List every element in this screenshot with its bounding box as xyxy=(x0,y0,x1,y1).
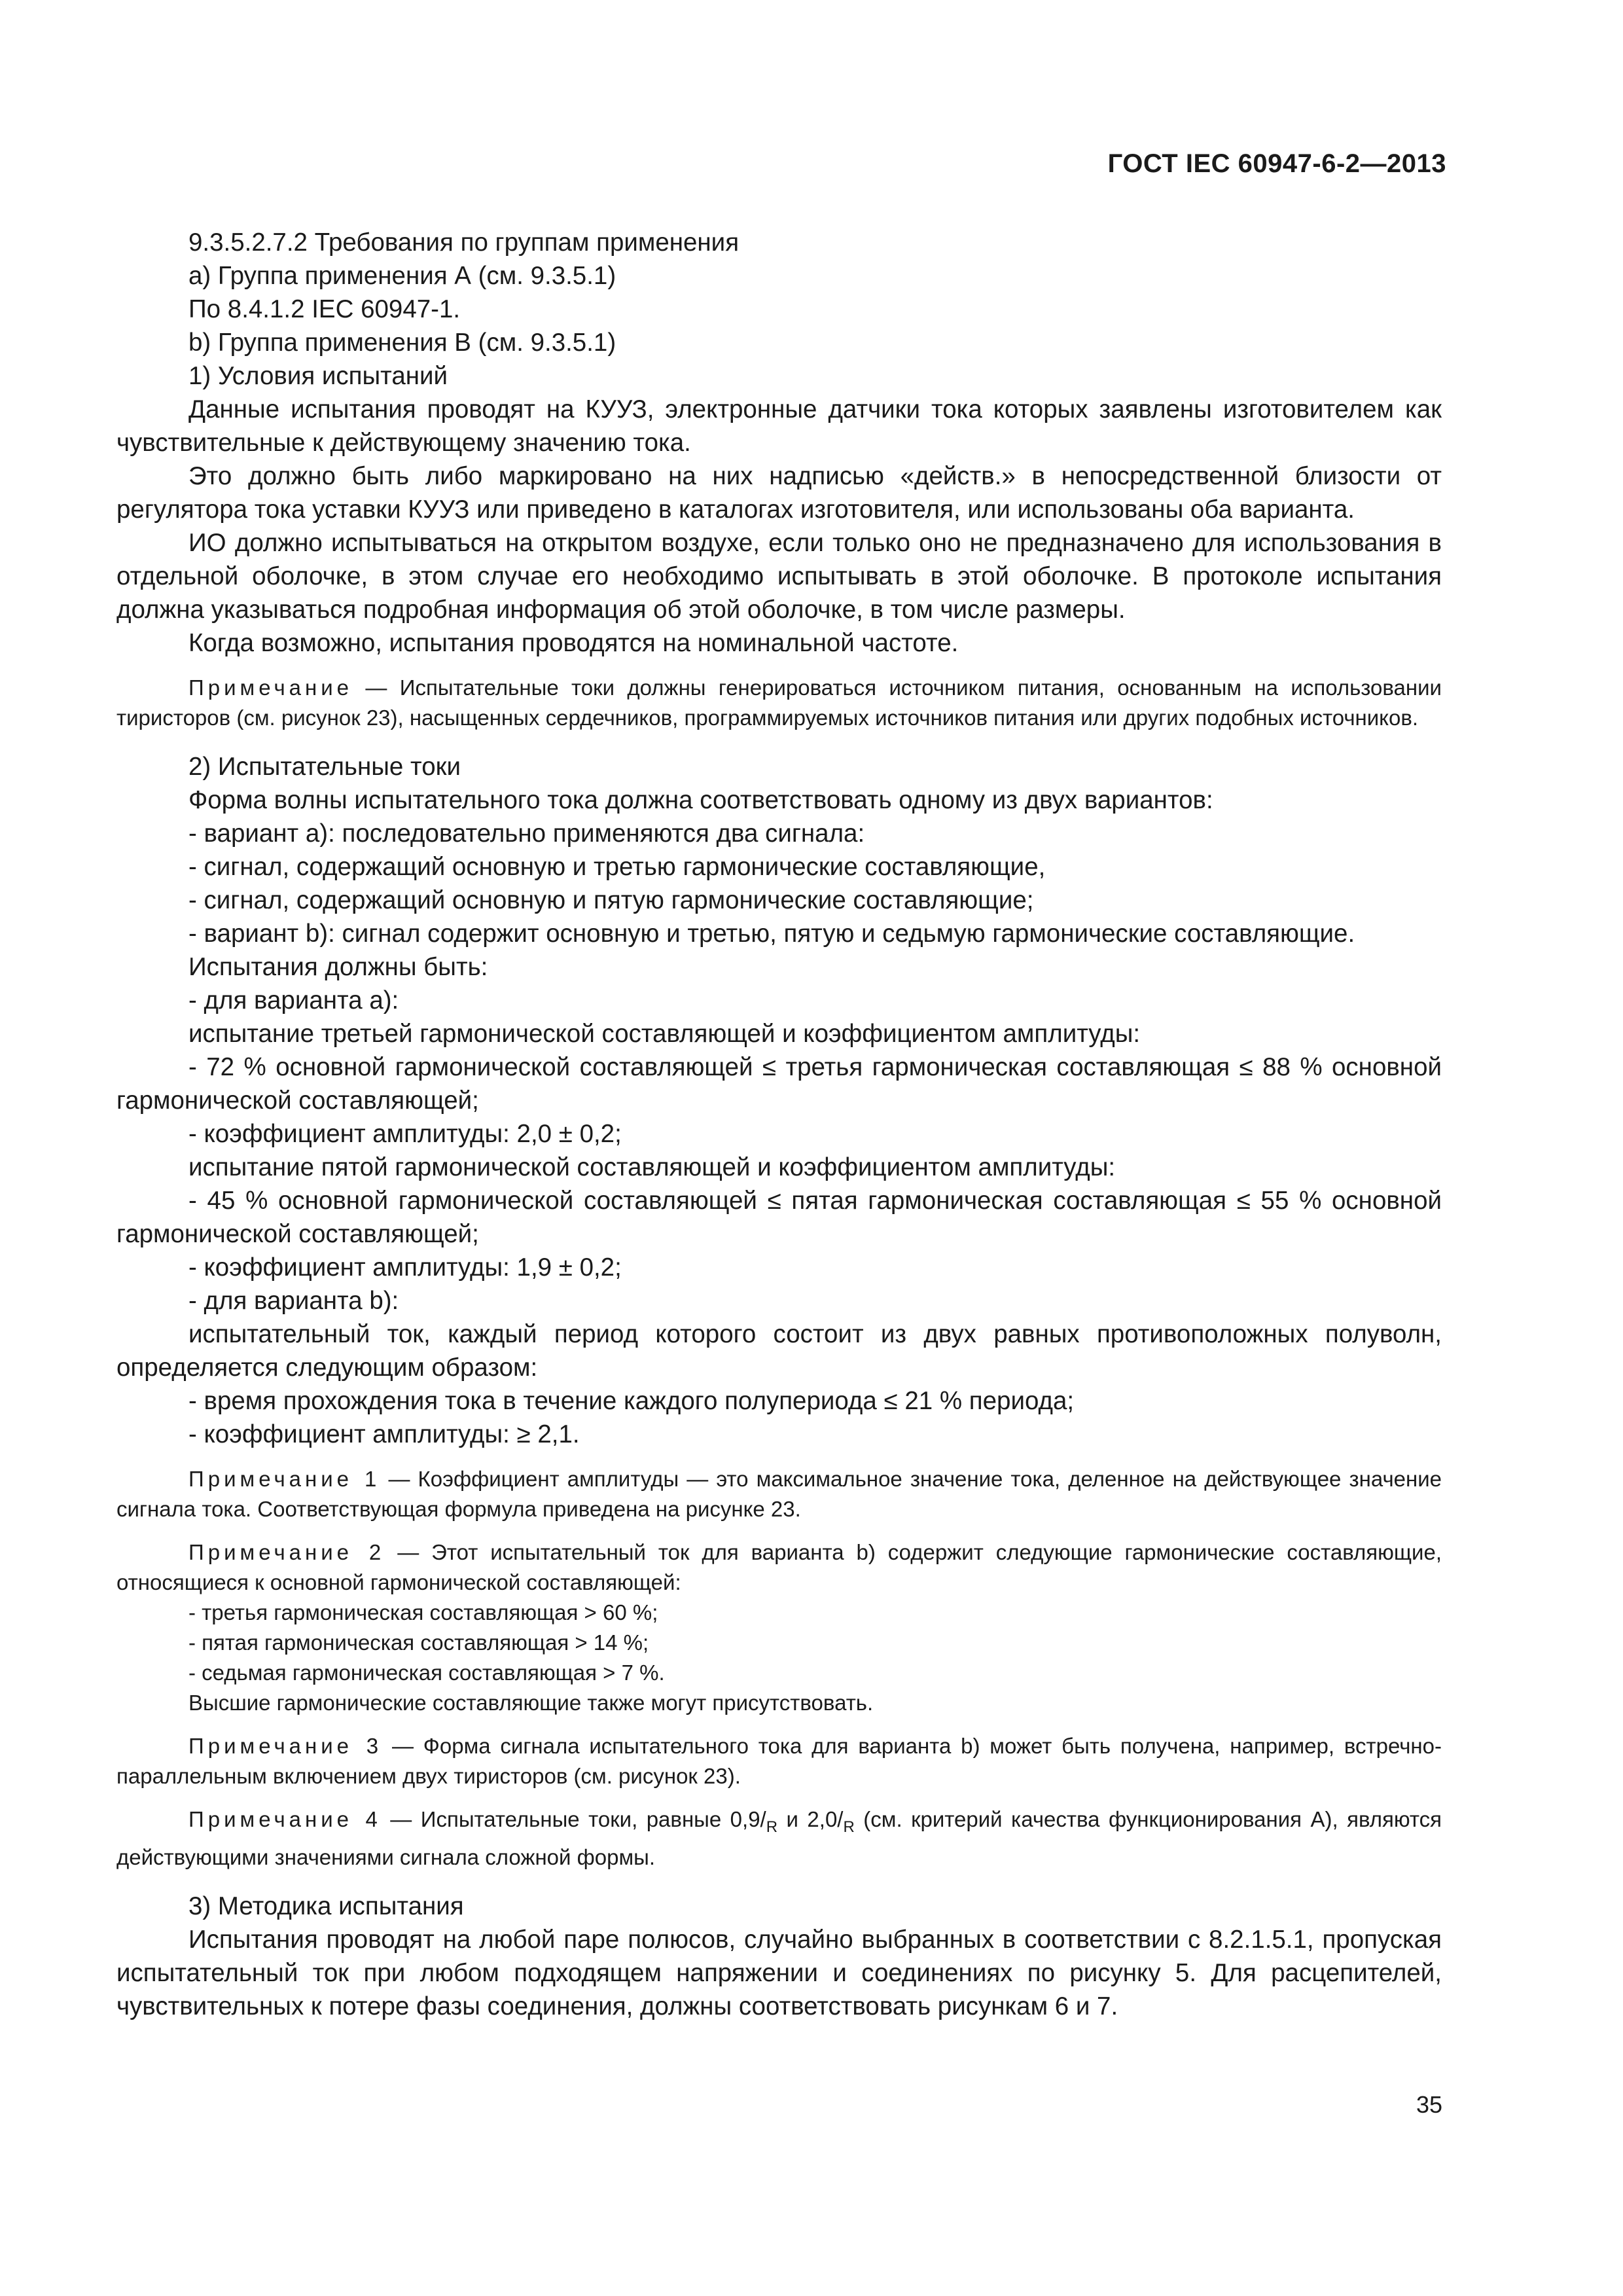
text-line: Форма волны испытательного тока должна соответствовать одному из двух вариантов: xyxy=(188,786,1213,814)
paragraph: Испытания проводят на любой паре полюсов, случайно выбранных в соответствии с 8.2.1.5.1, пропуская испытательный ток при любом подходящем напряжении и соединениях по рисунку 5. Для расцепителей, чувствительных к потере фазы соединения, должны соответствовать рисункам 6 и 7. xyxy=(116,1926,1442,2020)
paragraph: Когда возможно, испытания проводятся на номинальной частоте. xyxy=(188,629,959,657)
page-number: 35 xyxy=(1416,2091,1442,2118)
note-label: Примечание xyxy=(188,675,353,700)
text-line: Испытания должны быть: xyxy=(188,953,488,981)
note-4 xyxy=(116,1804,1442,1873)
note-list-item: - третья гармоническая составляющая > 60 %; xyxy=(188,1600,658,1624)
note xyxy=(116,673,1442,733)
paragraph: испытательный ток, каждый период которого состоит из двух равных противоположных полуволн, определяется следующим образом: xyxy=(116,1320,1442,1382)
text-line: 1) Условия испытаний xyxy=(188,362,448,390)
paragraph: Данные испытания проводят на КУУЗ, электронные датчики тока которых заявлены изготовителем как чувствительные к действующему значению тока. xyxy=(116,395,1442,457)
note-label: Примечание 4 xyxy=(188,1807,382,1831)
list-item: - 45 % основной гармонической составляющей ≤ пятая гармоническая составляющая ≤ 55 % основной гармонической составляющей; xyxy=(116,1187,1442,1248)
note-text: — Испытательные токи должны генерироваться источником питания, основанным на использовании тиристоров (см. рисунок 23), насыщенных сердечников, программируемых источников питания или других подобных источников. xyxy=(116,675,1442,730)
paragraph: Это должно быть либо маркировано на них надписью «действ.» в непосредственной близости от регулятора тока уставки КУУЗ или приведено в каталогах изготовителя, или использованы оба варианта. xyxy=(116,462,1442,524)
text-line: испытание третьей гармонической составляющей и коэффициентом амплитуды: xyxy=(188,1020,1141,1048)
note-text: (см. критерий качества функционирования А), являются действующими значениями сигнала сложной формы. xyxy=(116,1807,1442,1869)
list-item: - для варианта b): xyxy=(188,1287,399,1315)
list-item: - вариант a): последовательно применяются два сигнала: xyxy=(188,819,865,848)
note-list-item: - седьмая гармоническая составляющая > 7 %. xyxy=(188,1660,665,1685)
note-text: — Форма сигнала испытательного тока для варианта b) может быть получена, например, встречно-параллельным включением двух тиристоров (см. рисунок 23). xyxy=(116,1734,1442,1788)
list-item: - время прохождения тока в течение каждого полупериода ≤ 21 % периода; xyxy=(188,1387,1075,1415)
note-text: — Коэффициент амплитуды — это максимальное значение тока, деленное на действующее значение сигнала тока. Соответствующая формула приведена на рисунке 23. xyxy=(116,1467,1442,1521)
list-item: - коэффициент амплитуды: 1,9 ± 0,2; xyxy=(188,1253,622,1282)
list-item: - коэффициент амплитуды: 2,0 ± 0,2; xyxy=(188,1120,622,1148)
note-text-line: Высшие гармонические составляющие также могут присутствовать. xyxy=(188,1691,874,1715)
note-label: Примечание 2 xyxy=(188,1540,385,1564)
note-1 xyxy=(116,1464,1442,1524)
note-label: Примечание 3 xyxy=(188,1734,383,1758)
text-line: b) Группа применения В (см. 9.3.5.1) xyxy=(188,329,616,357)
note-text: — Этот испытательный ток для варианта b) содержит следующие гармонические составляющие, относящиеся к основной гармонической составляющей: xyxy=(116,1540,1442,1594)
page-content xyxy=(116,226,1442,2023)
subscript: R xyxy=(766,1818,778,1836)
list-item: - сигнал, содержащий основную и третью гармонические составляющие, xyxy=(188,853,1046,881)
list-item: - 72 % основной гармонической составляющей ≤ третья гармоническая составляющая ≤ 88 % основной гармонической составляющей; xyxy=(116,1053,1442,1115)
note-list-item: - пятая гармоническая составляющая > 14 %; xyxy=(188,1630,649,1655)
note-2 xyxy=(116,1537,1442,1598)
paragraph: ИО должно испытываться на открытом воздухе, если только оно не предназначено для использования в отдельной оболочке, в этом случае его необходимо испытывать в этой оболочке. В протоколе испытания должна указываться подробная информация об этой оболочке, в том числе размеры. xyxy=(116,529,1442,624)
note-3 xyxy=(116,1731,1442,1791)
list-item: - для варианта a): xyxy=(188,986,399,1014)
list-item: - вариант b): сигнал содержит основную и третью, пятую и седьмую гармонические составляющие. xyxy=(188,920,1355,948)
text-line: a) Группа применения А (см. 9.3.5.1) xyxy=(188,262,616,290)
list-item: - сигнал, содержащий основную и пятую гармонические составляющие; xyxy=(188,886,1034,914)
document-header: ГОСТ IEC 60947-6-2—2013 xyxy=(1107,149,1446,178)
section-heading: 3) Методика испытания xyxy=(188,1892,464,1920)
note-text: и 2,0/ xyxy=(777,1807,844,1831)
text-line: испытание пятой гармонической составляющей и коэффициентом амплитуды: xyxy=(188,1153,1116,1181)
section-heading: 2) Испытательные токи xyxy=(188,753,461,781)
text-line: По 8.4.1.2 IEC 60947-1. xyxy=(188,295,461,323)
list-item: - коэффициент амплитуды: ≥ 2,1. xyxy=(188,1420,580,1448)
note-text: — Испытательные токи, равные 0,9/ xyxy=(381,1807,766,1831)
note-label: Примечание 1 xyxy=(188,1467,381,1491)
clause-heading: 9.3.5.2.7.2 Требования по группам применения xyxy=(188,228,740,257)
subscript: R xyxy=(843,1818,855,1836)
